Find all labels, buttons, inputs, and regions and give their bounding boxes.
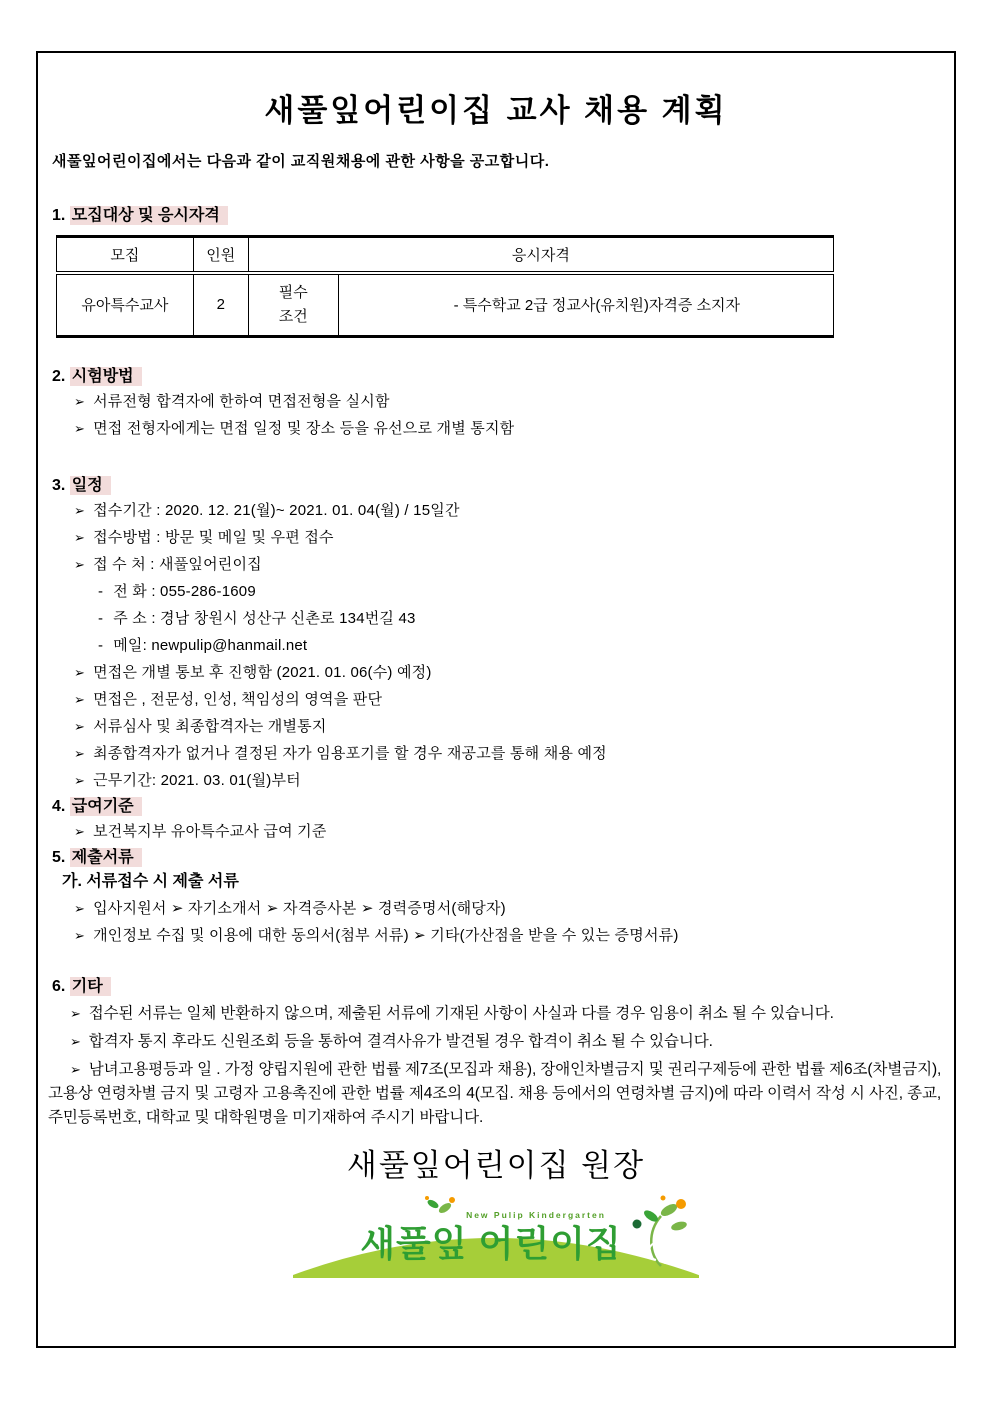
logo-dot-orange	[676, 1199, 686, 1209]
arrow-bullet-icon: ➢	[74, 746, 86, 761]
section-6-header	[48, 976, 944, 998]
table-cell-category: 유아특수교사	[57, 273, 194, 337]
list-item: ➢ 근무기간: 2021. 03. 01(월)부터	[74, 772, 301, 789]
section-2-number: 2.	[52, 368, 66, 385]
section-2-header	[48, 366, 944, 388]
logo-korean-text: 새풀잎 어린이집	[360, 1223, 622, 1264]
section-3-number: 3.	[52, 477, 66, 494]
arrow-bullet-icon: ➢	[74, 557, 86, 572]
list-item: ➢ 최종합격자가 없거나 결정된 자가 임용포기를 할 경우 재공고를 통해 채용 예정	[74, 745, 607, 762]
arrow-bullet-icon: ➢	[74, 901, 86, 916]
section-4-number: 4.	[52, 798, 66, 815]
section-4-title: 급여기준	[70, 797, 142, 816]
list-item: ➢ 면접 전형자에게는 면접 일정 및 장소 등을 유선으로 개별 통지함	[74, 420, 515, 437]
list-item: ➢ 합격자 통지 후라도 신원조회 등을 통하여 결격사유가 발견될 경우 합격이 취소 될 수 있습니다.	[70, 1033, 713, 1050]
list-item: ➢ 접수방법 : 방문 및 메일 및 우편 접수	[74, 529, 334, 546]
list-item: ➢ 보건복지부 유아특수교사 급여 기준	[74, 823, 327, 840]
list-item: ➢ 접수된 서류는 일체 반환하지 않으며, 제출된 서류에 기재된 사항이 사실과 다를 경우 임용이 취소 될 수 있습니다.	[70, 1005, 834, 1022]
list-item: ➢ 면접은 , 전문성, 인성, 책임성의 영역을 판단	[74, 691, 383, 708]
arrow-bullet-icon: ➢	[74, 665, 86, 680]
dash-bullet: -	[98, 610, 104, 627]
section-5-title: 제출서류	[70, 848, 142, 867]
logo-dot-orange	[661, 1196, 666, 1201]
logo-english-text: New Pulip Kindergarten	[466, 1210, 606, 1220]
kindergarten-logo	[293, 1194, 699, 1278]
section-3-header	[48, 475, 944, 497]
list-item: ➢ 서류심사 및 최종합격자는 개별통지	[74, 718, 327, 735]
arrow-bullet-icon: ➢	[74, 394, 86, 409]
logo-dot-orange	[425, 1196, 429, 1200]
section-5-header	[48, 847, 944, 869]
list-item: ➢ 입사지원서 ➢ 자기소개서 ➢ 자격증사본 ➢ 경력증명서(해당자)	[74, 900, 506, 917]
arrow-bullet-icon: ➢	[74, 824, 86, 839]
arrow-bullet-icon: ➢	[74, 773, 86, 788]
logo-container	[48, 1194, 944, 1283]
section-2-title: 시험방법	[70, 367, 142, 386]
logo-dot-dark-green	[633, 1220, 642, 1229]
section-5-number: 5.	[52, 849, 66, 866]
arrow-bullet-icon: ➢	[74, 928, 86, 943]
table-header-count: 인원	[193, 237, 248, 273]
table-cell-count: 2	[193, 273, 248, 337]
list-item: ➢ 접수기간 : 2020. 12. 21(월)~ 2021. 01. 04(월) / 15일간	[74, 502, 460, 519]
section-1-title: 모집대상 및 응시자격	[70, 206, 228, 225]
dash-bullet: -	[98, 583, 104, 600]
list-item: ➢ 접 수 처 : 새풀잎어린이집	[74, 556, 262, 573]
arrow-bullet-icon: ➢	[70, 1062, 81, 1077]
contact-item-phone: - 전 화 : 055-286-1609	[98, 583, 256, 600]
section-1-header	[48, 205, 944, 227]
section-3-title: 일정	[70, 476, 111, 495]
contact-item-email: - 메일: newpulip@hanmail.net	[98, 637, 308, 654]
table-cell-condition: 필수 조건	[248, 273, 338, 337]
recruitment-table	[56, 235, 834, 338]
table-row	[57, 273, 834, 337]
list-item: ➢ 남녀고용평등과 일 . 가정 양립지원에 관한 법률 제7조(모집과 채용), 장애인차별금지 및 권리구제등에 관한 법률 제6조(차별금지), 고용상 연령차별 금지 및 고령자 고용촉진에 관한 법률 제4조의 4(모집. 채용 등에서의 연령차별 금지)에 따라 이력서 작성 시 사진, 종교, 주민등록번호, 대학교 및 대학원명을 미기재하여 주시기 바랍니다.	[48, 1061, 942, 1126]
table-header-category: 모집	[57, 237, 194, 273]
section-1-number: 1.	[52, 207, 66, 224]
table-header-row	[57, 237, 834, 273]
table-cell-qualification: - 특수학교 2급 정교사(유치원)자격증 소지자	[338, 273, 833, 337]
section-6-number: 6.	[52, 978, 66, 995]
signature-text: 새풀잎어린이집 원장	[346, 1148, 646, 1183]
section-5-subtitle: 가. 서류접수 시 제출 서류	[62, 873, 239, 890]
arrow-bullet-icon: ➢	[74, 530, 86, 545]
list-item: ➢ 서류전형 합격자에 한하여 면접전형을 실시함	[74, 393, 390, 410]
dash-bullet: -	[98, 637, 104, 654]
arrow-bullet-icon: ➢	[70, 1034, 81, 1049]
contact-item-address: - 주 소 : 경남 창원시 성산구 신촌로 134번길 43	[98, 610, 416, 627]
document-border-frame	[36, 51, 956, 1348]
section-4-header	[48, 796, 944, 818]
table-header-qualification: 응시자격	[248, 237, 833, 273]
logo-dot-orange	[449, 1197, 455, 1203]
intro-text: 새풀잎어린이집에서는 다음과 같이 교직원채용에 관한 사항을 공고합니다.	[52, 153, 550, 170]
arrow-bullet-icon: ➢	[74, 421, 86, 436]
arrow-bullet-icon: ➢	[70, 1006, 81, 1021]
arrow-bullet-icon: ➢	[74, 692, 86, 707]
arrow-bullet-icon: ➢	[74, 719, 86, 734]
section-6-title: 기타	[70, 977, 111, 996]
document-title: 새풀잎어린이집 교사 채용 계획	[264, 93, 728, 128]
list-item: ➢ 면접은 개별 통보 후 진행함 (2021. 01. 06(수) 예정)	[74, 664, 432, 681]
arrow-bullet-icon: ➢	[74, 503, 86, 518]
list-item: ➢ 개인정보 수집 및 이용에 대한 동의서(첨부 서류) ➢ 기타(가산점을 받을 수 있는 증명서류)	[74, 927, 679, 944]
